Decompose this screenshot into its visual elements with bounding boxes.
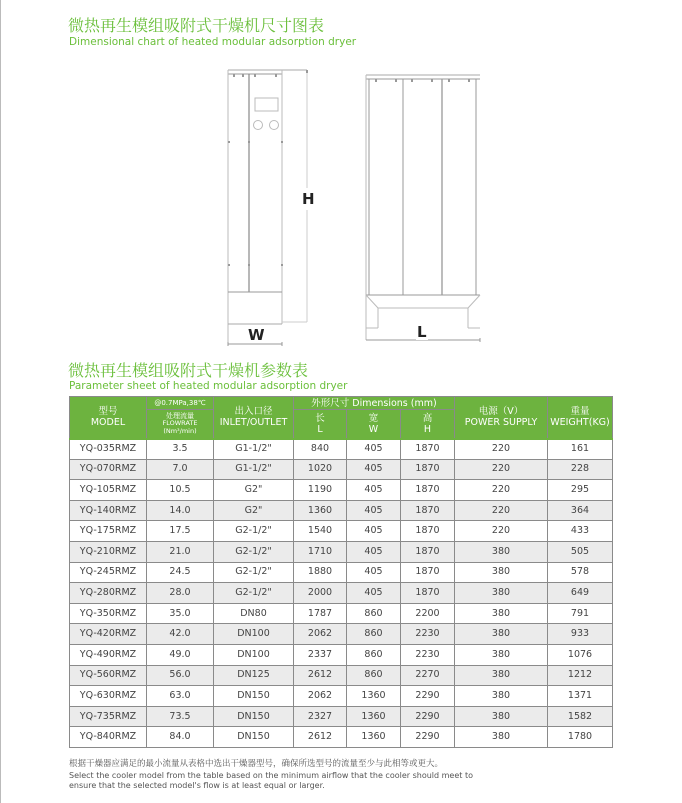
- cell-flowrate: 73.5: [147, 706, 214, 727]
- cell-power-supply: 380: [455, 727, 548, 748]
- selection-note-en-line1: Select the cooler model from the table based on the minimum airflow that the cooler should meet to: [69, 771, 473, 780]
- cell-model: YQ-490RMZ: [70, 644, 147, 665]
- cell-height: 2230: [401, 624, 455, 645]
- cell-height: 1870: [401, 562, 455, 583]
- cell-width: 1360: [347, 727, 401, 748]
- cell-inlet-outlet: DN125: [214, 665, 294, 686]
- selection-note-en-line2: ensure that the selected model's flow is at least equal or larger.: [69, 781, 325, 790]
- cell-model: YQ-350RMZ: [70, 603, 147, 624]
- cell-weight: 791: [548, 603, 613, 624]
- cell-height: 1870: [401, 439, 455, 460]
- cell-height: 1870: [401, 541, 455, 562]
- selection-note-cn: 根据干燥器应满足的最小流量从表格中选出干燥器型号，确保所选型号的流量至少与此相等或更大。: [69, 759, 444, 769]
- cell-flowrate: 35.0: [147, 603, 214, 624]
- cell-power-supply: 380: [455, 541, 548, 562]
- header-inlet: [214, 397, 294, 439]
- table-row: [70, 706, 613, 727]
- table-row: [70, 644, 613, 665]
- cell-height: 1870: [401, 583, 455, 604]
- cell-model: YQ-420RMZ: [70, 624, 147, 645]
- cell-weight: 505: [548, 541, 613, 562]
- cell-inlet-outlet: G2-1/2": [214, 521, 294, 542]
- header-length-en: L: [317, 423, 323, 435]
- cell-inlet-outlet: G2": [214, 480, 294, 501]
- header-weight-en: WEIGHT(KG): [550, 417, 610, 429]
- cell-model: YQ-140RMZ: [70, 500, 147, 521]
- cell-length: 2000: [294, 583, 347, 604]
- side-view-drawing: [228, 70, 308, 346]
- cell-power-supply: 220: [455, 459, 548, 480]
- cell-width: 405: [347, 521, 401, 542]
- header-power-cn: 电源（V）: [478, 406, 524, 418]
- cell-width: 860: [347, 624, 401, 645]
- cell-length: 1020: [294, 459, 347, 480]
- cell-power-supply: 220: [455, 500, 548, 521]
- table-row: [70, 624, 613, 645]
- cell-weight: 1582: [548, 706, 613, 727]
- cell-length: 1540: [294, 521, 347, 542]
- header-weight-cn: 重量: [570, 406, 590, 418]
- cell-inlet-outlet: DN150: [214, 686, 294, 707]
- cell-power-supply: 380: [455, 706, 548, 727]
- cell-inlet-outlet: DN100: [214, 644, 294, 665]
- cell-weight: 933: [548, 624, 613, 645]
- cell-inlet-outlet: G2": [214, 500, 294, 521]
- cell-weight: 1371: [548, 686, 613, 707]
- cell-inlet-outlet: DN80: [214, 603, 294, 624]
- cell-length: 840: [294, 439, 347, 460]
- cell-flowrate: 49.0: [147, 644, 214, 665]
- cell-power-supply: 380: [455, 562, 548, 583]
- length-dimension-label: L: [417, 323, 427, 341]
- cell-width: 405: [347, 480, 401, 501]
- header-length: [294, 410, 347, 439]
- cell-weight: 295: [548, 480, 613, 501]
- cell-power-supply: 380: [455, 583, 548, 604]
- table-row: [70, 583, 613, 604]
- cell-inlet-outlet: G1-1/2": [214, 459, 294, 480]
- table-row: [70, 439, 613, 460]
- table-row: [70, 459, 613, 480]
- cell-model: YQ-735RMZ: [70, 706, 147, 727]
- table-row: [70, 480, 613, 501]
- cell-width: 405: [347, 459, 401, 480]
- header-width-en: W: [368, 423, 379, 435]
- cell-flowrate: 63.0: [147, 686, 214, 707]
- cell-height: 2290: [401, 686, 455, 707]
- cell-inlet-outlet: G1-1/2": [214, 439, 294, 460]
- front-view-drawing: [366, 75, 480, 342]
- cell-height: 2290: [401, 706, 455, 727]
- dimension-chart-title-cn: 微热再生模组吸附式干燥机尺寸图表: [68, 16, 325, 35]
- cell-weight: 161: [548, 439, 613, 460]
- dimension-chart-title-en: Dimensional chart of heated modular adsorption dryer: [69, 36, 357, 48]
- cell-flowrate: 17.5: [147, 521, 214, 542]
- cell-length: 1787: [294, 603, 347, 624]
- cell-weight: 364: [548, 500, 613, 521]
- cell-inlet-outlet: G2-1/2": [214, 583, 294, 604]
- cell-length: 2337: [294, 644, 347, 665]
- cell-inlet-outlet: DN150: [214, 706, 294, 727]
- cell-width: 405: [347, 500, 401, 521]
- header-inlet-en: INLET/OUTLET: [219, 417, 288, 429]
- parameter-table: [69, 396, 613, 748]
- cell-model: YQ-245RMZ: [70, 562, 147, 583]
- header-power: [455, 397, 548, 439]
- cell-flowrate: 56.0: [147, 665, 214, 686]
- cell-inlet-outlet: G2-1/2": [214, 562, 294, 583]
- cell-weight: 228: [548, 459, 613, 480]
- cell-length: 2062: [294, 624, 347, 645]
- cell-model: YQ-630RMZ: [70, 686, 147, 707]
- cell-power-supply: 220: [455, 439, 548, 460]
- cell-flowrate: 14.0: [147, 500, 214, 521]
- header-condition: @0.7MPa,38℃: [147, 397, 214, 410]
- cell-weight: 1076: [548, 644, 613, 665]
- header-width: [347, 410, 401, 439]
- header-flow-en: FLOWRATE: [162, 419, 198, 428]
- cell-power-supply: 380: [455, 644, 548, 665]
- cell-length: 2612: [294, 665, 347, 686]
- parameter-table-body: [70, 439, 613, 748]
- parameter-sheet-title-en: Parameter sheet of heated modular adsorption dryer: [69, 380, 348, 392]
- cell-width: 405: [347, 541, 401, 562]
- cell-flowrate: 42.0: [147, 624, 214, 645]
- table-row: [70, 603, 613, 624]
- header-height-en: H: [423, 423, 432, 435]
- cell-weight: 1780: [548, 727, 613, 748]
- cell-height: 2200: [401, 603, 455, 624]
- cell-power-supply: 380: [455, 603, 548, 624]
- cell-width: 405: [347, 583, 401, 604]
- cell-width: 1360: [347, 706, 401, 727]
- cell-flowrate: 3.5: [147, 439, 214, 460]
- cell-model: YQ-560RMZ: [70, 665, 147, 686]
- table-row: [70, 686, 613, 707]
- cell-flowrate: 7.0: [147, 459, 214, 480]
- cell-power-supply: 220: [455, 480, 548, 501]
- header-flow-cn: 处理流量: [166, 412, 194, 421]
- cell-flowrate: 10.5: [147, 480, 214, 501]
- cell-width: 860: [347, 665, 401, 686]
- cell-length: 2062: [294, 686, 347, 707]
- cell-power-supply: 380: [455, 686, 548, 707]
- table-row: [70, 562, 613, 583]
- cell-length: 1360: [294, 500, 347, 521]
- header-model-cn: 型号: [98, 406, 118, 418]
- cell-height: 2230: [401, 644, 455, 665]
- table-row: [70, 521, 613, 542]
- cell-flowrate: 24.5: [147, 562, 214, 583]
- cell-model: YQ-105RMZ: [70, 480, 147, 501]
- parameter-sheet-title-cn: 微热再生模组吸附式干燥机参数表: [68, 361, 309, 380]
- header-flow-unit: (Nm³/min): [163, 426, 197, 435]
- cell-power-supply: 380: [455, 665, 548, 686]
- header-inlet-cn: 出入口径: [234, 406, 273, 418]
- table-row: [70, 727, 613, 748]
- cell-weight: 1212: [548, 665, 613, 686]
- cell-flowrate: 84.0: [147, 727, 214, 748]
- cell-model: YQ-210RMZ: [70, 541, 147, 562]
- cell-model: YQ-280RMZ: [70, 583, 147, 604]
- cell-flowrate: 28.0: [147, 583, 214, 604]
- height-dimension-label: H: [302, 190, 315, 208]
- cell-width: 405: [347, 439, 401, 460]
- header-height-cn: 高: [422, 412, 433, 424]
- cell-inlet-outlet: DN150: [214, 727, 294, 748]
- cell-inlet-outlet: DN100: [214, 624, 294, 645]
- table-row: [70, 665, 613, 686]
- cell-height: 1870: [401, 521, 455, 542]
- header-width-cn: 宽: [368, 412, 379, 424]
- cell-model: YQ-035RMZ: [70, 439, 147, 460]
- cell-weight: 433: [548, 521, 613, 542]
- cell-height: 1870: [401, 480, 455, 501]
- cell-model: YQ-175RMZ: [70, 521, 147, 542]
- header-model: [70, 397, 147, 439]
- page-border: [0, 0, 1, 803]
- cell-width: 405: [347, 562, 401, 583]
- cell-length: 2612: [294, 727, 347, 748]
- header-height: [401, 410, 455, 439]
- cell-model: YQ-070RMZ: [70, 459, 147, 480]
- cell-height: 1870: [401, 459, 455, 480]
- header-flowrate: [147, 410, 214, 439]
- header-dimensions: 外形尺寸 Dimensions (mm): [294, 397, 455, 410]
- cell-height: 1870: [401, 500, 455, 521]
- cell-weight: 578: [548, 562, 613, 583]
- cell-flowrate: 21.0: [147, 541, 214, 562]
- cell-height: 2290: [401, 727, 455, 748]
- cell-height: 2270: [401, 665, 455, 686]
- cell-width: 1360: [347, 686, 401, 707]
- cell-length: 2327: [294, 706, 347, 727]
- header-power-en: POWER SUPPLY: [464, 417, 538, 429]
- cell-width: 860: [347, 644, 401, 665]
- table-row: [70, 500, 613, 521]
- cell-inlet-outlet: G2-1/2": [214, 541, 294, 562]
- table-row: [70, 541, 613, 562]
- cell-length: 1190: [294, 480, 347, 501]
- cell-length: 1880: [294, 562, 347, 583]
- header-model-en: MODEL: [90, 417, 126, 429]
- cell-power-supply: 380: [455, 624, 548, 645]
- cell-power-supply: 220: [455, 521, 548, 542]
- header-weight: [548, 397, 613, 439]
- cell-model: YQ-840RMZ: [70, 727, 147, 748]
- cell-width: 860: [347, 603, 401, 624]
- header-length-cn: 长: [315, 412, 325, 424]
- dryer-dimension-drawing: [0, 0, 682, 360]
- width-dimension-label: W: [248, 326, 265, 344]
- cell-length: 1710: [294, 541, 347, 562]
- cell-weight: 649: [548, 583, 613, 604]
